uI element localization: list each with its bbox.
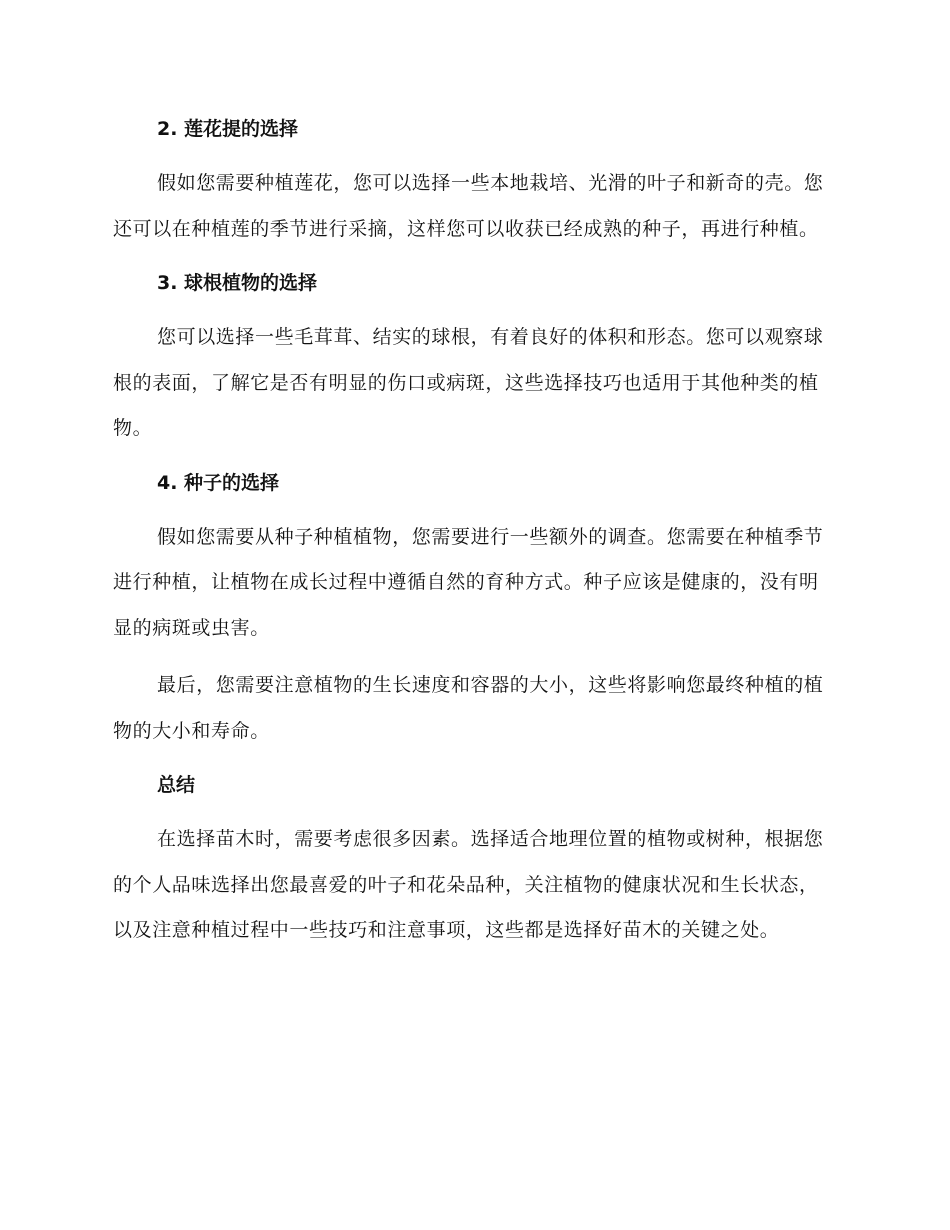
section-paragraph-lotus: 假如您需要种植莲花，您可以选择一些本地栽培、光滑的叶子和新奇的壳。您还可以在种植莲的季节进行采摘，这样您可以收获已经成熟的种子，再进行种植。 [113,172,824,240]
summary-paragraph: 在选择苗木时，需要考虑很多因素。选择适合地理位置的植物或树种，根据您的个人品味选择出您最喜爱的叶子和花朵品种，关注植物的健康状况和生长状态，以及注意种植过程中一些技巧和注意事项，这些都是选择好苗木的关键之处。 [113,828,824,941]
closing-paragraph: 最后，您需要注意植物的生长速度和容器的大小，这些将影响您最终种植的植物的大小和寿命。 [113,674,824,742]
section-paragraph-bulb: 您可以选择一些毛茸茸、结实的球根，有着良好的体积和形态。您可以观察球根的表面，了解它是否有明显的伤口或病斑，这些选择技巧也适用于其他种类的植物。 [113,326,824,439]
section-heading-seed: 4. 种子的选择 [157,471,280,494]
summary-heading: 总结 [157,774,196,796]
document-page [113,110,837,966]
section-heading-bulb: 3. 球根植物的选择 [157,272,318,294]
section-heading-lotus: 2. 莲花提的选择 [157,118,299,140]
section-paragraph-seed: 假如您需要从种子种植植物，您需要进行一些额外的调查。您需要在种植季节进行种植，让植物在成长过程中遵循自然的育种方式。种子应该是健康的，没有明显的病斑或虫害。 [113,525,824,639]
